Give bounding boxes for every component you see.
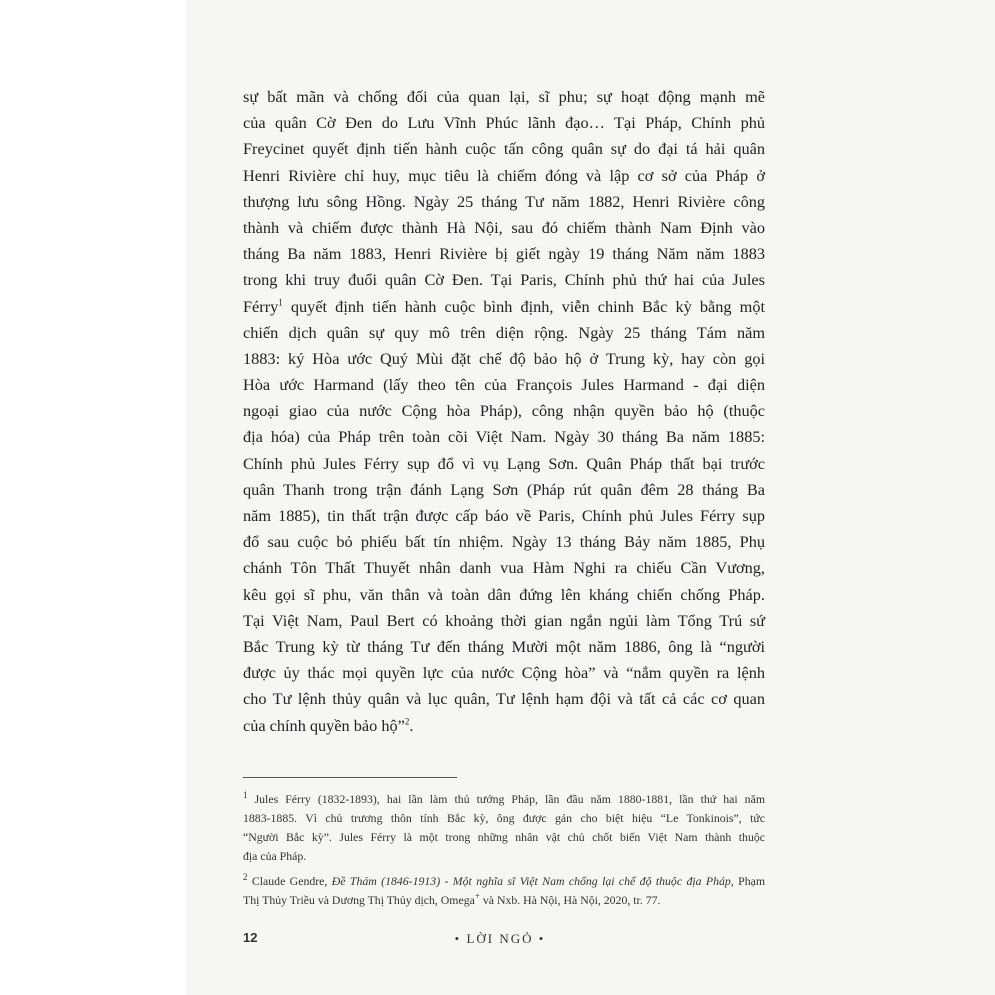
body-line: tháng Ba năm 1883, Henri Rivière bị giết ngày 19 tháng Năm năm 1883 [243,244,765,264]
body-line: kêu gọi sĩ phu, văn thân và toàn dân đứng lên kháng chiến chống Pháp. [243,584,765,604]
body-line-with-footnote: Férry$^1$ quyết định tiến hành cuộc bình định, viễn chinh Bắc kỳ bằng một [243,296,765,316]
body-line: Henri Rivière chỉ huy, mục tiêu là chiếm đóng và lập cơ sở của Pháp ở [243,165,765,185]
page-number: 12 [243,930,258,945]
footnote-divider [243,777,457,778]
body-line: quân Thanh trong trận đánh Lạng Sơn (Pháp rút quân đêm 28 tháng Ba [243,479,765,499]
body-line: Tại Việt Nam, Paul Bert có khoảng thời gian ngắn ngủi làm Tổng Trú sứ [243,610,765,630]
body-line: đổ sau cuộc bỏ phiếu bất tín nhiệm. Ngày 13 tháng Bảy năm 1885, Phụ [243,532,765,552]
body-line: năm 1885), tin thất trận được cấp báo về Paris, Chính phủ Jules Férry sụp [243,506,765,525]
body-line: chánh Tôn Thất Thuyết nhân danh vua Hàm Nghi ra chiếu Cần Vương, [243,558,765,578]
body-line: địa hóa) của Pháp trên toàn cõi Việt Nam. Ngày 30 tháng Ba năm 1885: [243,427,765,447]
body-line: cho Tư lệnh thủy quân và lục quân, Tư lệnh hạm đội và tất cả các cơ quan [243,689,765,709]
body-line: được ủy thác mọi quyền lực của nước Cộng hòa” và “nắm quyền ra lệnh [243,663,765,683]
body-line: sự bất mãn và chống đối của quan lại, sĩ phu; sự hoạt động mạnh mẽ [243,87,765,106]
running-title: • LỜI NGỎ • [454,931,546,946]
body-line: của quân Cờ Đen do Lưu Vĩnh Phúc lãnh đạo… Tại Pháp, Chính phủ [243,113,765,133]
body-line: ngoại giao của nước Cộng hòa Pháp), công nhận quyền bảo hộ (thuộc [243,401,765,421]
footnote-2: $^2$ Claude Gendre, Đề Thám (1846-1913) - Một nghĩa sĩ Việt Nam chống lại chế độ thuộc địa Pháp, Phạm Thị Thủy Triều và Dương Thị Thủy dịch, Omega+ và Nxb. Hà Nội, Hà Nội, 2020, tr. 77. [243,872,765,907]
body-line: Bắc Trung kỳ từ tháng Tư đến tháng Mười một năm 1886, ông là “người [243,636,765,656]
ferry-word: Férry [243,296,279,316]
body-line: Freycinet quyết định tiến hành cuộc tấn công quân sự do đại tá hải quân [243,139,765,159]
body-line: 1883: ký Hòa ước Quý Mùi đặt chế độ bảo hộ ở Trung kỳ, hay còn gọi [243,348,765,368]
footnotes [243,790,765,916]
book-title: Đề Thám (1846-1913) - Một nghĩa sĩ Việt Nam chống lại chế độ thuộc địa Pháp [331,874,731,888]
body-line: thành và chiếm được thành Hà Nội, sau đó chiếm thành Nam Định vào [243,217,765,237]
footnote-1: $^1$ Jules Férry (1832-1893), hai lần làm thủ tướng Pháp, lần đầu năm 1880-1881, lần thứ hai năm 1883-1885. Vì chủ trương thôn tính Bắc kỳ, ông được gán cho biệt hiệu “Le Tonkinois”, tức “Người Bắc kỳ”. Jules Férry là một trong những nhân vật chủ chốt biến Việt Nam thành thuộc địa của Pháp. [243,790,765,863]
body-line: chiến dịch quân sự quy mô trên diện rộng. Ngày 25 tháng Tám năm [243,322,765,342]
body-line: Chính phủ Jules Férry sụp đổ vì vụ Lạng Sơn. Quân Pháp thất bại trước [243,453,765,473]
body-line: trong khi truy đuổi quân Cờ Đen. Tại Paris, Chính phủ thứ hai của Jules [243,270,765,290]
body-last-line: của chính quyền bảo hộ”$^2$. [243,715,414,735]
main-body-text [243,84,765,739]
body-line: thượng lưu sông Hồng. Ngày 25 tháng Tư năm 1882, Henri Rivière công [243,191,765,211]
footnote-ref-1[interactable]: 1 [278,297,283,308]
footnote-ref-2[interactable]: 2 [404,716,410,727]
body-line: Hòa ước Harmand (lấy theo tên của François Jules Harmand - đại diện [243,375,765,395]
